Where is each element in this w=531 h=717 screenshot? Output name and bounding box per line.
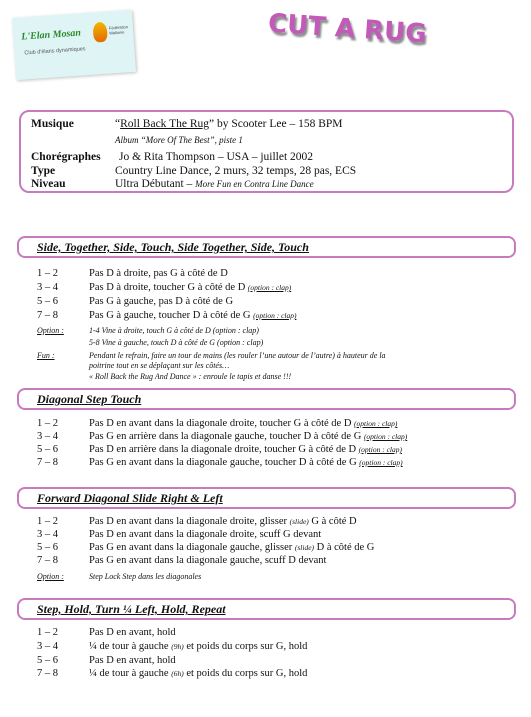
album-value: Album “More Of The Best”, piste 1 bbox=[115, 135, 243, 145]
choreo-label: Chorégraphes bbox=[31, 151, 101, 163]
step-count: 1 – 2 bbox=[37, 268, 58, 279]
step-count: 7 – 8 bbox=[37, 310, 58, 321]
option-label: Option : bbox=[37, 572, 64, 581]
step-text: Pas G en avant dans la diagonale gauche, scuff D devant bbox=[89, 555, 327, 566]
step-text: Pas G en avant dans la diagonale gauche, glisser (slide) D à côté de G bbox=[89, 542, 375, 553]
step-count: 3 – 4 bbox=[37, 431, 58, 442]
step-text: Pas G à gauche, pas D à côté de G bbox=[89, 296, 234, 307]
step-count: 5 – 6 bbox=[37, 296, 58, 307]
musique-value: “Roll Back The Rug” by Scooter Lee – 158 BPM bbox=[115, 118, 343, 130]
section-header-2 bbox=[17, 388, 516, 410]
section-header-3 bbox=[17, 487, 516, 509]
option-line: 5-8 Vine à gauche, touch D à côté de G (option : clap) bbox=[89, 338, 264, 347]
song-title: Roll Back The Rug bbox=[120, 118, 210, 130]
step-text: Pas G en arrière dans la diagonale gauche, toucher D à côté de G (option : clap) bbox=[89, 431, 408, 442]
step-count: 3 – 4 bbox=[37, 529, 58, 540]
musique-label: Musique bbox=[31, 118, 74, 130]
type-value: Country Line Dance, 2 murs, 32 temps, 28 pas, ECS bbox=[115, 165, 357, 177]
fun-line: poitrine tout en se déplaçant sur les côtés… bbox=[89, 361, 230, 370]
step-count: 5 – 6 bbox=[37, 655, 58, 666]
step-text: Pas D en avant, hold bbox=[89, 627, 176, 638]
step-count: 7 – 8 bbox=[37, 457, 58, 468]
logo-subtitle: Club d'élans dynamiques bbox=[24, 46, 86, 57]
fun-line: « Roll Back the Rug And Dance » : enroule le tapis et danse !!! bbox=[89, 372, 292, 381]
flame-icon bbox=[92, 22, 107, 43]
niveau-value: Ultra Débutant – More Fun en Contra Line Dance bbox=[115, 178, 314, 190]
niveau-label: Niveau bbox=[31, 178, 66, 190]
step-text: Pas D en arrière dans la diagonale droite, toucher G à côté de D (option : clap) bbox=[89, 444, 403, 455]
step-count: 5 – 6 bbox=[37, 542, 58, 553]
step-text: Pas D en avant dans la diagonale droite, glisser (slide) G à côté D bbox=[89, 516, 357, 527]
step-count: 7 – 8 bbox=[37, 555, 58, 566]
step-text: ¼ de tour à gauche (6h) et poids du corps sur G, hold bbox=[89, 668, 308, 679]
fun-line: Pendant le refrain, faire un tour de mains (les rouler l’une autour de l’autre) à hauteur de la bbox=[89, 351, 386, 360]
step-count: 3 – 4 bbox=[37, 641, 58, 652]
step-count: 5 – 6 bbox=[37, 444, 58, 455]
section-header-1 bbox=[17, 236, 516, 258]
step-text: ¼ de tour à gauche (9h) et poids du corps sur G, hold bbox=[89, 641, 308, 652]
step-text: Pas D à droite, toucher G à côté de D (option : clap) bbox=[89, 282, 292, 293]
step-text: Pas D en avant dans la diagonale droite, scuff G devant bbox=[89, 529, 322, 540]
step-text: Pas D en avant dans la diagonale droite, toucher G à côté de D (option : clap) bbox=[89, 418, 398, 429]
section-title: Diagonal Step Touch bbox=[37, 392, 142, 406]
step-text: Pas G en avant dans la diagonale gauche, toucher D à côté de G (option : clap) bbox=[89, 457, 403, 468]
type-label: Type bbox=[31, 165, 56, 177]
step-count: 7 – 8 bbox=[37, 668, 58, 679]
section-header-4 bbox=[17, 598, 516, 620]
option-line: 1-4 Vine à droite, touch G à côté de D (option : clap) bbox=[89, 326, 259, 335]
choreo-value: Jo & Rita Thompson – USA – juillet 2002 bbox=[119, 151, 314, 163]
logo-brand: L'Elan Mosan bbox=[20, 27, 82, 43]
option-line: Step Lock Step dans les diagonales bbox=[89, 572, 202, 581]
step-text: Pas D à droite, pas G à côté de D bbox=[89, 268, 228, 279]
step-text: Pas D en avant, hold bbox=[89, 655, 176, 666]
dance-info-box bbox=[19, 110, 514, 193]
step-text: Pas G à gauche, toucher D à côté de G (option : clap) bbox=[89, 310, 297, 321]
step-count: 3 – 4 bbox=[37, 282, 58, 293]
section-title: Side, Together, Side, Touch, Side Together, Side, Touch bbox=[37, 240, 309, 254]
section-title: Forward Diagonal Slide Right & Left bbox=[37, 491, 223, 505]
logo-federation: Fédération Wallonie bbox=[108, 24, 129, 36]
option-label: Option : bbox=[37, 326, 64, 335]
fun-label: Fun : bbox=[37, 351, 55, 360]
step-count: 1 – 2 bbox=[37, 627, 58, 638]
section-title: Step, Hold, Turn ¼ Left, Hold, Repeat bbox=[37, 602, 226, 616]
page-title: CUT A RUG bbox=[267, 8, 428, 50]
step-count: 1 – 2 bbox=[37, 516, 58, 527]
step-count: 1 – 2 bbox=[37, 418, 58, 429]
club-logo bbox=[12, 10, 136, 80]
